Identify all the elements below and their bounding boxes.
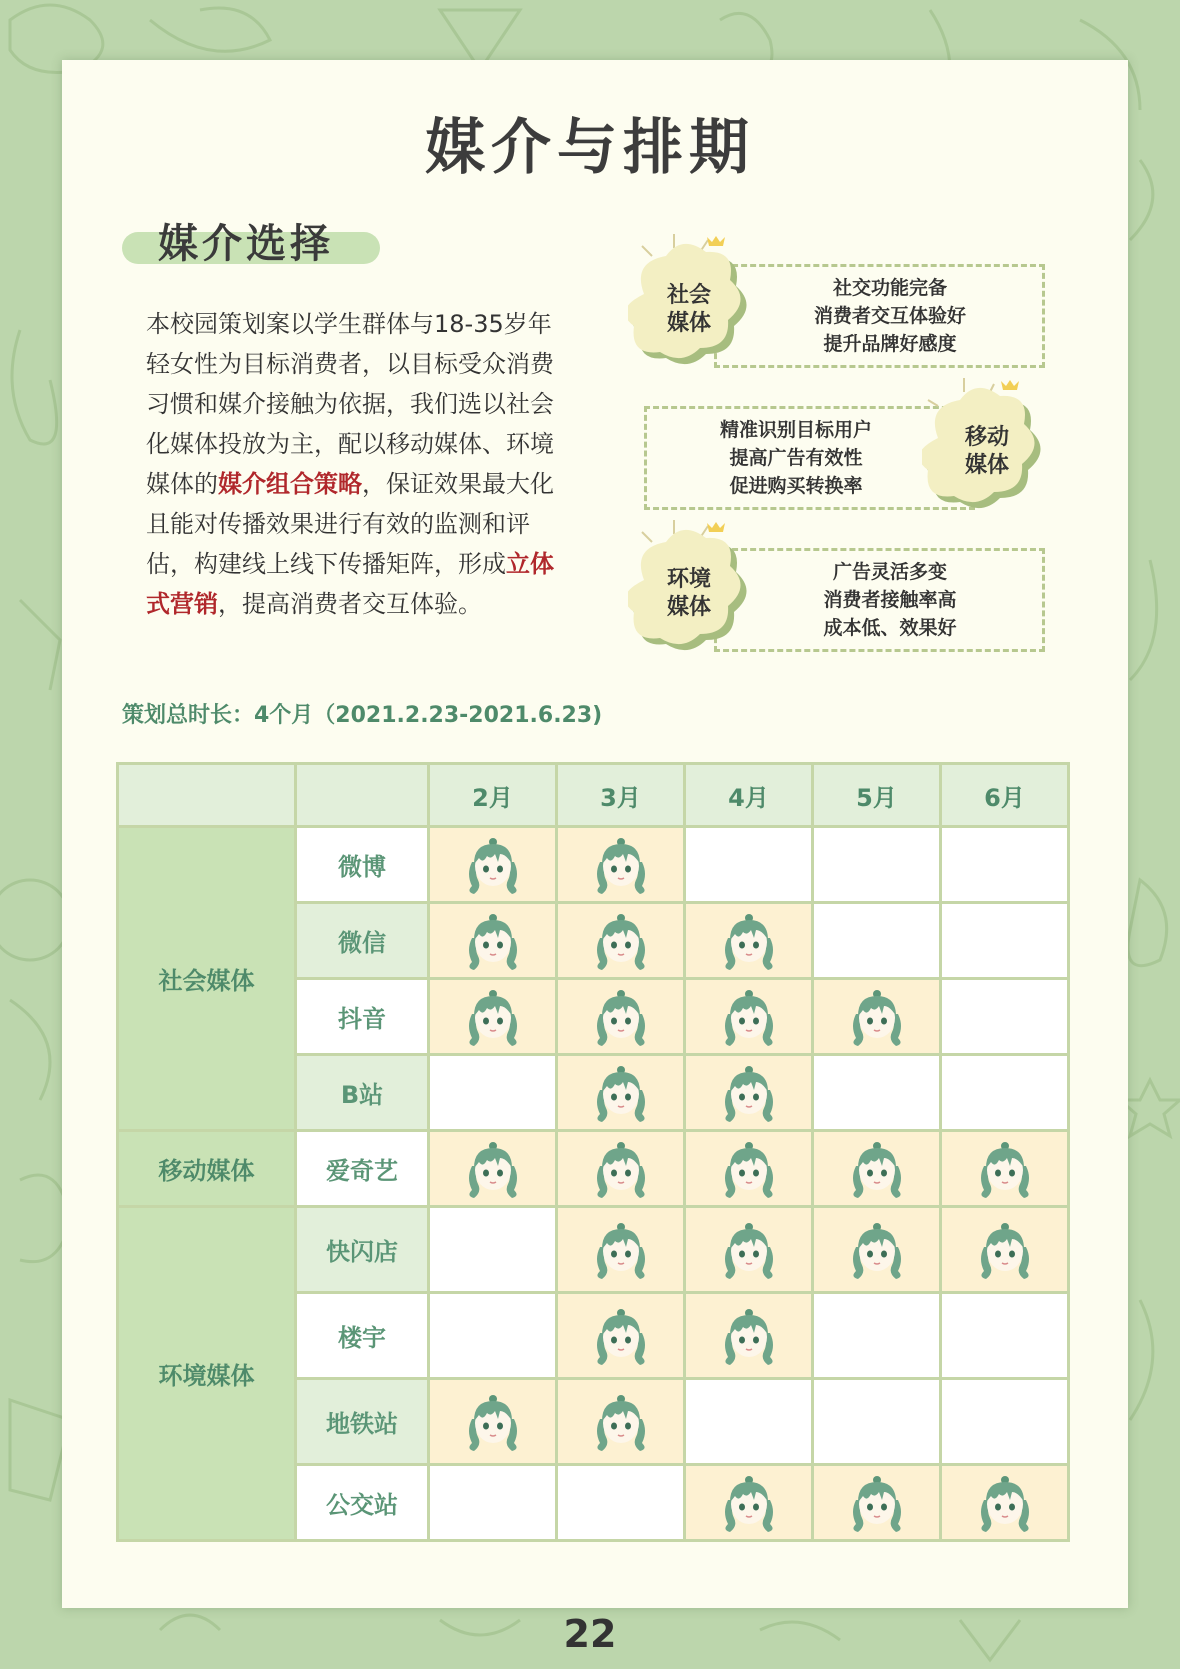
mascot-icon: [590, 1140, 652, 1198]
mascot-icon: [462, 988, 524, 1046]
channel-label: 微信: [296, 903, 429, 979]
page-number: 22: [563, 1612, 617, 1656]
schedule-cell: [685, 979, 813, 1055]
header-month: 3月: [557, 764, 685, 827]
header-corner-cell: [296, 764, 429, 827]
intro-text-1: 本校园策划案以学生群体与18-35岁年轻女性为目标消费者，以目标受众消费习惯和媒介接触为依据，我们选以社会化媒体投放为主，配以移动媒体、环境媒体的: [146, 310, 554, 498]
schedule-cell: [813, 903, 941, 979]
schedule-cell: [557, 903, 685, 979]
intro-highlight-1: 媒介组合策略: [218, 470, 362, 498]
schedule-cell: [557, 1293, 685, 1379]
schedule-cell: [813, 1293, 941, 1379]
schedule-cell: [557, 827, 685, 903]
feature-lines: 精准识别目标用户 提高广告有效性 促进购买转换率: [719, 419, 872, 497]
mascot-icon: [718, 1221, 780, 1279]
feature-label: 移动 媒体: [964, 425, 1009, 478]
table-header-row: [118, 764, 1069, 827]
header-month: 6月: [941, 764, 1069, 827]
mascot-icon: [462, 1393, 524, 1451]
schedule-cell: [813, 1379, 941, 1465]
schedule-cell: [685, 1465, 813, 1541]
mascot-icon: [462, 836, 524, 894]
schedule-cell: [813, 979, 941, 1055]
section-title: 媒介选择: [158, 221, 334, 267]
schedule-cell: [813, 1131, 941, 1207]
schedule-cell: [685, 903, 813, 979]
mascot-icon: [718, 1064, 780, 1122]
channel-label: 公交站: [296, 1465, 429, 1541]
header-month: 4月: [685, 764, 813, 827]
mascot-icon: [590, 1393, 652, 1451]
schedule-cell: [429, 1379, 557, 1465]
schedule-cell: [429, 903, 557, 979]
page-title: 媒介与排期: [425, 113, 755, 183]
mascot-icon: [846, 1140, 908, 1198]
schedule-cell: [429, 979, 557, 1055]
schedule-cell: [813, 1055, 941, 1131]
schedule-cell: [685, 1055, 813, 1131]
schedule-cell: [685, 1293, 813, 1379]
schedule-cell: [941, 1055, 1069, 1131]
mascot-icon: [974, 1474, 1036, 1532]
mascot-icon: [462, 1140, 524, 1198]
mascot-icon: [846, 1474, 908, 1532]
schedule-cell: [557, 1055, 685, 1131]
mascot-icon: [590, 836, 652, 894]
mascot-icon: [846, 1221, 908, 1279]
mascot-icon: [590, 1064, 652, 1122]
schedule-cell: [557, 1207, 685, 1293]
schedule-cell: [429, 827, 557, 903]
schedule-cell: [813, 827, 941, 903]
schedule-cell: [557, 1131, 685, 1207]
feature-label: 社会 媒体: [666, 283, 711, 336]
group-label: 社会媒体: [118, 827, 296, 1131]
schedule-cell: [429, 1293, 557, 1379]
schedule-cell: [813, 1465, 941, 1541]
channel-label: 地铁站: [296, 1379, 429, 1465]
mascot-icon: [846, 988, 908, 1046]
mascot-icon: [718, 1474, 780, 1532]
header-corner-cell: [118, 764, 296, 827]
mascot-icon: [462, 912, 524, 970]
channel-label: 楼宇: [296, 1293, 429, 1379]
mascot-icon: [974, 1140, 1036, 1198]
intro-paragraph: [146, 304, 554, 624]
schedule-cell: [941, 1379, 1069, 1465]
mascot-icon: [590, 912, 652, 970]
schedule-cell: [941, 1207, 1069, 1293]
schedule-cell: [941, 1131, 1069, 1207]
schedule-cell: [941, 1465, 1069, 1541]
channel-label: 快闪店: [296, 1207, 429, 1293]
feature-label: 环境 媒体: [666, 567, 711, 620]
channel-label: B站: [296, 1055, 429, 1131]
schedule-cell: [429, 1465, 557, 1541]
feature-lines: 广告灵活多变 消费者接触率高 成本低、效果好: [823, 561, 957, 639]
mascot-icon: [718, 912, 780, 970]
schedule-cell: [557, 979, 685, 1055]
table-row: [118, 1131, 1069, 1207]
group-label: 移动媒体: [118, 1131, 296, 1207]
mascot-icon: [974, 1221, 1036, 1279]
schedule-cell: [941, 1293, 1069, 1379]
media-schedule-table: [116, 762, 1070, 1542]
schedule-cell: [685, 1207, 813, 1293]
schedule-cell: [813, 1207, 941, 1293]
schedule-cell: [429, 1207, 557, 1293]
table-row: [118, 1207, 1069, 1293]
mascot-icon: [718, 988, 780, 1046]
mascot-icon: [590, 1221, 652, 1279]
feature-lines: 社交功能完备 消费者交互体验好 提升品牌好感度: [813, 277, 966, 355]
schedule-cell: [429, 1131, 557, 1207]
channel-label: 爱奇艺: [296, 1131, 429, 1207]
schedule-cell: [429, 1055, 557, 1131]
schedule-cell: [557, 1379, 685, 1465]
schedule-cell: [941, 903, 1069, 979]
schedule-cell: [685, 827, 813, 903]
schedule-cell: [685, 1131, 813, 1207]
schedule-cell: [941, 979, 1069, 1055]
header-month: 5月: [813, 764, 941, 827]
mascot-icon: [590, 1307, 652, 1365]
intro-highlight-2: 立体式营销: [146, 550, 554, 618]
channel-label: 抖音: [296, 979, 429, 1055]
schedule-cell: [941, 827, 1069, 903]
mascot-icon: [718, 1140, 780, 1198]
campaign-duration: 策划总时长：4个月（2021.2.23-2021.6.23): [122, 703, 603, 728]
intro-text-2: ，保证效果最大化且能对传播效果进行有效的监测和评估，构建线上线下传播矩阵，形成: [146, 470, 554, 578]
header-month: 2月: [429, 764, 557, 827]
group-label: 环境媒体: [118, 1207, 296, 1541]
intro-text-3: ，提高消费者交互体验。: [218, 590, 482, 618]
schedule-cell: [557, 1465, 685, 1541]
mascot-icon: [590, 988, 652, 1046]
mascot-icon: [718, 1307, 780, 1365]
channel-label: 微博: [296, 827, 429, 903]
table-row: [118, 827, 1069, 903]
schedule-cell: [685, 1379, 813, 1465]
